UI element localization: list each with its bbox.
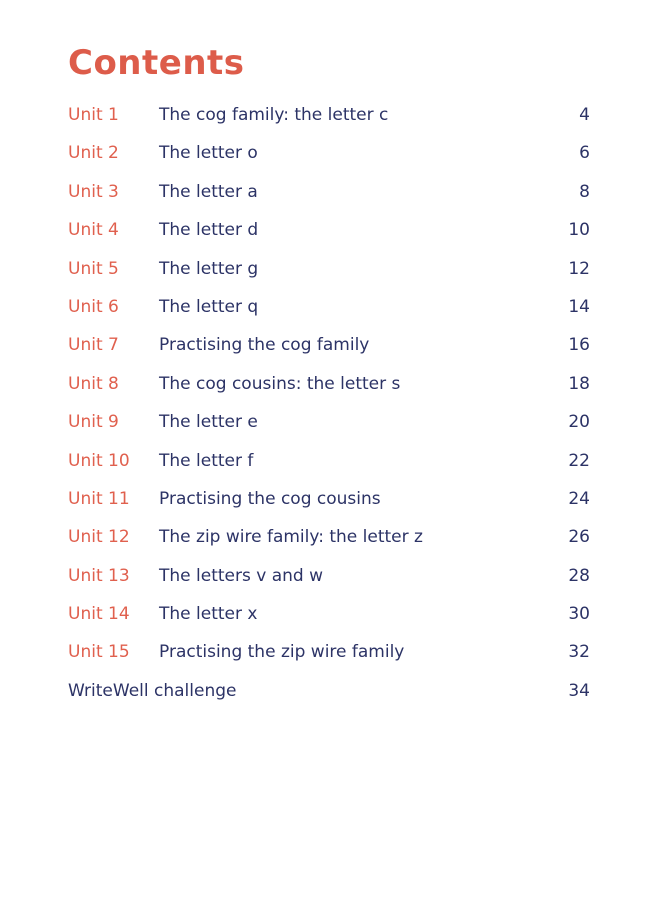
topic-title: Practising the zip wire family — [159, 642, 405, 663]
topic-title: The letter o — [159, 143, 258, 164]
page-number: 8 — [579, 181, 590, 202]
toc-entry[interactable] — [68, 96, 590, 134]
unit-label: Unit 2 — [68, 143, 119, 164]
topic-title: The letter g — [159, 258, 259, 279]
unit-label: Unit 5 — [68, 258, 119, 279]
unit-label: Unit 6 — [68, 296, 119, 317]
page-number: 22 — [568, 450, 590, 471]
topic-title: The zip wire family: the letter z — [159, 527, 423, 548]
page-number: 16 — [568, 335, 590, 356]
topic-title: Practising the cog family — [159, 335, 370, 356]
toc-entry[interactable] — [68, 326, 590, 364]
topic-title: The letter e — [159, 412, 258, 433]
toc-entry[interactable] — [68, 633, 590, 671]
page-number: 24 — [568, 488, 590, 509]
topic-title: Practising the cog cousins — [159, 488, 381, 509]
page-number: 28 — [568, 565, 590, 586]
toc-entry[interactable] — [68, 595, 590, 633]
page-number: 6 — [579, 143, 590, 164]
page-number: 10 — [568, 220, 590, 241]
topic-title: The letters v and w — [159, 565, 323, 586]
unit-label: Unit 4 — [68, 220, 119, 241]
toc-entry[interactable] — [68, 173, 590, 211]
topic-title: The letter f — [159, 450, 254, 471]
unit-label: Unit 12 — [68, 527, 130, 548]
topic-title: The letter q — [159, 296, 259, 317]
unit-label: Unit 1 — [68, 105, 119, 125]
unit-label: Unit 13 — [68, 565, 130, 586]
topic-title: The letter x — [159, 604, 258, 625]
topic-title: The letter d — [159, 220, 259, 241]
toc-entry[interactable] — [68, 134, 590, 172]
page-number: 32 — [568, 642, 590, 663]
toc-entry[interactable] — [68, 442, 590, 480]
unit-label: Unit 3 — [68, 181, 119, 202]
unit-label: Unit 8 — [68, 373, 119, 394]
page-number: 20 — [568, 412, 590, 433]
unit-label: Unit 7 — [68, 335, 119, 356]
page-number: 4 — [579, 105, 590, 125]
toc-entry[interactable] — [68, 403, 590, 441]
challenge-label: WriteWell challenge — [68, 680, 237, 701]
topic-title: The cog cousins: the letter s — [159, 373, 401, 394]
toc-entry[interactable] — [68, 480, 590, 518]
page-number: 34 — [568, 680, 590, 701]
page-number: 12 — [568, 258, 590, 279]
page-title: Contents — [68, 43, 245, 83]
toc-entry[interactable] — [68, 211, 590, 249]
unit-label: Unit 9 — [68, 412, 119, 433]
topic-title: The letter a — [159, 181, 258, 202]
toc-entry[interactable] — [68, 557, 590, 595]
page-number: 14 — [568, 296, 590, 317]
unit-label: Unit 15 — [68, 642, 130, 663]
toc-entry[interactable] — [68, 288, 590, 326]
unit-label: Unit 11 — [68, 488, 130, 509]
toc-entry[interactable] — [68, 518, 590, 556]
page-number: 26 — [568, 527, 590, 548]
unit-label: Unit 14 — [68, 604, 130, 625]
toc-entry-challenge[interactable] — [68, 672, 590, 710]
unit-label: Unit 10 — [68, 450, 130, 471]
toc-entry[interactable] — [68, 365, 590, 403]
table-of-contents — [68, 96, 590, 710]
toc-entry[interactable] — [68, 250, 590, 288]
page-number: 30 — [568, 604, 590, 625]
page-number: 18 — [568, 373, 590, 394]
topic-title: The cog family: the letter c — [159, 105, 389, 125]
